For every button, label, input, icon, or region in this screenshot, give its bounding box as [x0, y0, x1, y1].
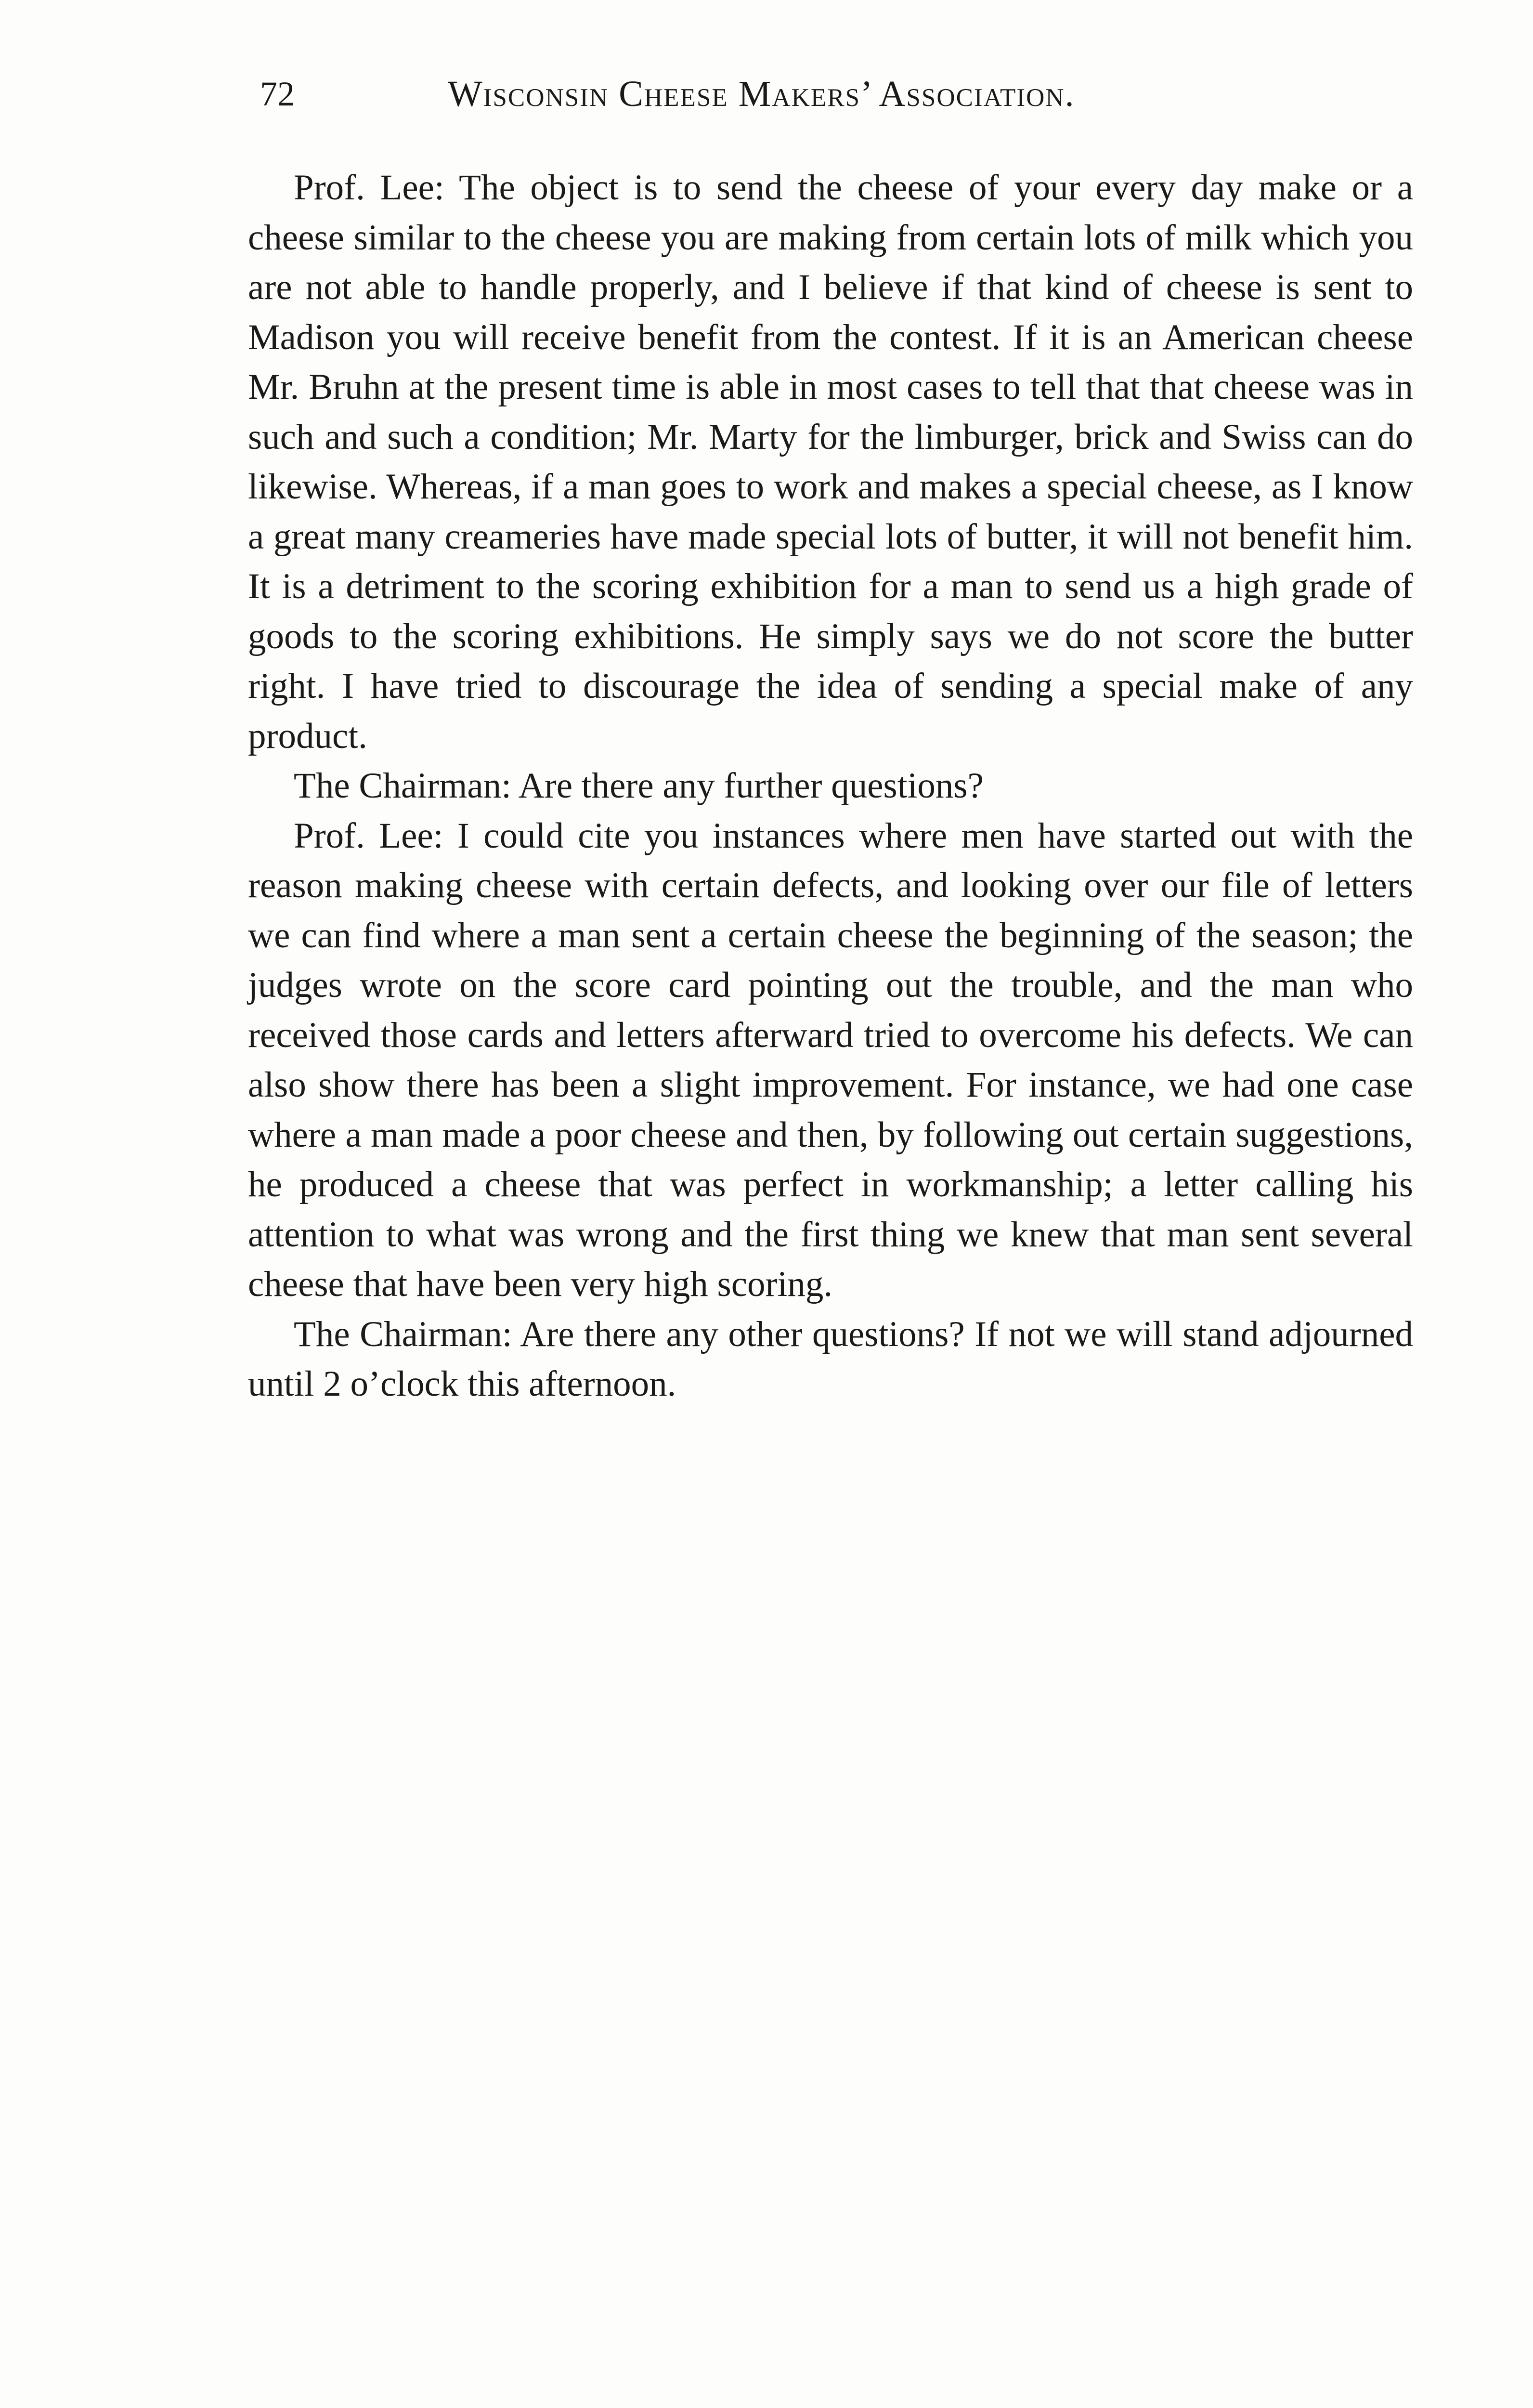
paragraph-chairman-1 [248, 761, 1413, 811]
paragraph-text: Are there any further questions? [518, 766, 984, 806]
speaker-label: Prof. Lee: [294, 815, 443, 856]
paragraph-text: Are there any other questions? If not we will stand adjourned until 2 o’clock this afternoon. [248, 1314, 1413, 1404]
paragraph-text: The object is to send the cheese of your every day make or a cheese similar to the cheese you are making from certain lots of milk which you are not able to handle properly, and I believe if that kind of cheese is sent to Madison you will receive benefit from the contest. If it is an American cheese Mr. Bruhn at the present time is able in most cases to tell that that cheese was in such and such a condition; Mr. Marty for the limburger, brick and Swiss can do likewise. Whereas, if a man goes to work and makes a special cheese, as I know a great many creameries have made special lots of butter, it will not benefit him. It is a detriment to the scoring exhibition for a man to send us a high grade of goods to the scoring exhibitions. He simply says we do not score the butter right. I have tried to discourage the idea of sending a special make of any product. [248, 168, 1413, 756]
paragraph-text: I could cite you instances where men have started out with the reason making cheese with certain defects, and looking over our file of letters we can find where a man sent a certain cheese the beginning of the season; the judges wrote on the score card pointing out the trouble, and the man who received those cards and letters afterward tried to overcome his defects. We can also show there has been a slight improvement. For instance, we had one case where a man made a poor cheese and then, by following out certain suggestions, he produced a cheese that was perfect in workmanship; a letter calling his attention to what was wrong and the first thing we knew that man sent several cheese that have been very high scoring. [248, 815, 1414, 1304]
page-header [260, 67, 1425, 120]
body-text [248, 163, 1413, 1409]
page-number: 72 [260, 75, 295, 113]
speaker-label: The Chairman: [294, 1314, 512, 1354]
running-title: Wisconsin Cheese Makers’ Association. [448, 74, 1075, 114]
paragraph-chairman-2 [248, 1309, 1413, 1409]
paragraph-prof-lee-1 [248, 163, 1413, 761]
paragraph-prof-lee-2 [248, 811, 1413, 1309]
speaker-label: The Chairman: [294, 766, 511, 806]
speaker-label: Prof. Lee: [294, 168, 444, 208]
